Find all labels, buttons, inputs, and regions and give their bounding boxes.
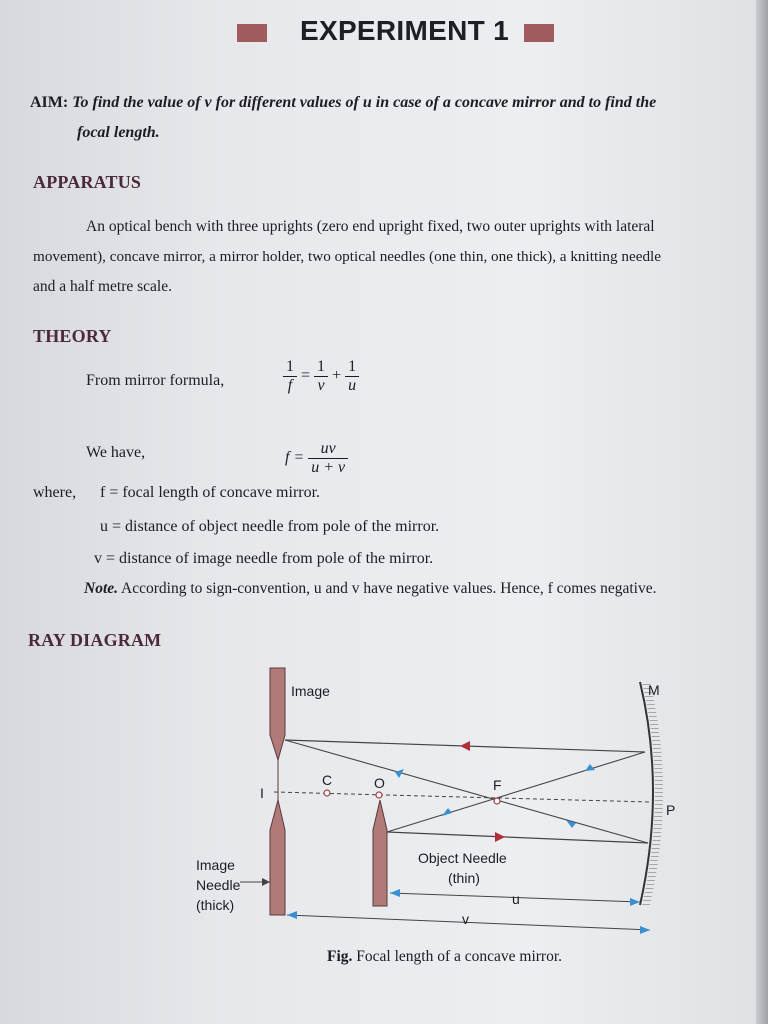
label-image-needle-1: Image	[196, 857, 235, 873]
title-square-right	[524, 24, 554, 42]
where-label: where,	[33, 484, 77, 501]
label-i: I	[260, 785, 264, 801]
apparatus-heading: APPARATUS	[33, 172, 142, 192]
label-u: u	[512, 891, 520, 907]
image-needle-lower	[270, 800, 285, 915]
point-c	[324, 790, 330, 796]
aim-section	[30, 88, 758, 141]
label-image-needle-3: (thick)	[196, 897, 235, 913]
we-have-label: We have,	[86, 444, 146, 461]
theory-heading: THEORY	[33, 326, 112, 346]
aim-label: AIM:	[30, 94, 69, 111]
apparatus-line2: movement), concave mirror, a mirror holder, two optical needles (one thin, one thick), a knitting needle	[33, 248, 662, 265]
label-thin: (thin)	[448, 870, 480, 886]
caption-label: Fig.	[327, 948, 353, 965]
note	[84, 580, 656, 598]
label-f: F	[493, 777, 502, 793]
definition-u: u = distance of object needle from pole of the mirror.	[100, 518, 440, 535]
ray-diagram	[190, 660, 676, 945]
title-square-left	[237, 24, 267, 42]
note-label: Note.	[84, 580, 119, 597]
label-m: M	[648, 682, 660, 698]
focal-formula: f = $\frac{uv}{u + v}$	[285, 440, 348, 477]
ray-cross-up	[387, 752, 645, 832]
object-needle	[373, 800, 387, 906]
label-image-needle-2: Needle	[196, 877, 241, 893]
caption-text: Focal length of a concave mirror.	[356, 948, 563, 965]
point-f	[494, 798, 500, 804]
aim-text-line2: focal length.	[77, 124, 160, 141]
point-o	[376, 792, 382, 798]
ray-diagram-heading: RAY DIAGRAM	[28, 630, 162, 650]
ray-cross-down	[285, 740, 648, 843]
mirror-formula-label: From mirror formula,	[86, 372, 225, 389]
image-needle-upper	[270, 668, 285, 760]
ray-bottom-horizontal	[387, 832, 648, 843]
label-c: C	[322, 772, 333, 788]
label-image: Image	[291, 683, 330, 699]
label-v: v	[462, 911, 469, 927]
aim-text-line1: To find the value of v for different values of u in case of a concave mirror and to find the	[72, 94, 657, 111]
apparatus-line3: and a half metre scale.	[33, 278, 172, 295]
ray-diagram-svg	[190, 660, 676, 940]
label-o: O	[374, 775, 385, 791]
label-object-needle: Object Needle	[418, 850, 507, 866]
title-row	[0, 12, 768, 52]
page-title: EXPERIMENT 1	[300, 15, 509, 46]
definition-f: f = focal length of concave mirror.	[100, 484, 321, 501]
mirror-formula: $\frac{1}{f}$ = $\frac{1}{v}$ + $\frac{1}{u}$	[283, 358, 359, 395]
apparatus-line1: An optical bench with three uprights (zero end upright fixed, two outer uprights with lateral	[86, 218, 655, 235]
definition-v: v = distance of image needle from pole of the mirror.	[94, 550, 434, 567]
label-p: P	[666, 802, 676, 818]
note-text: According to sign-convention, u and v have negative values. Hence, f comes negative.	[121, 580, 657, 597]
figure-caption	[327, 948, 562, 966]
page-edge	[756, 0, 768, 1024]
